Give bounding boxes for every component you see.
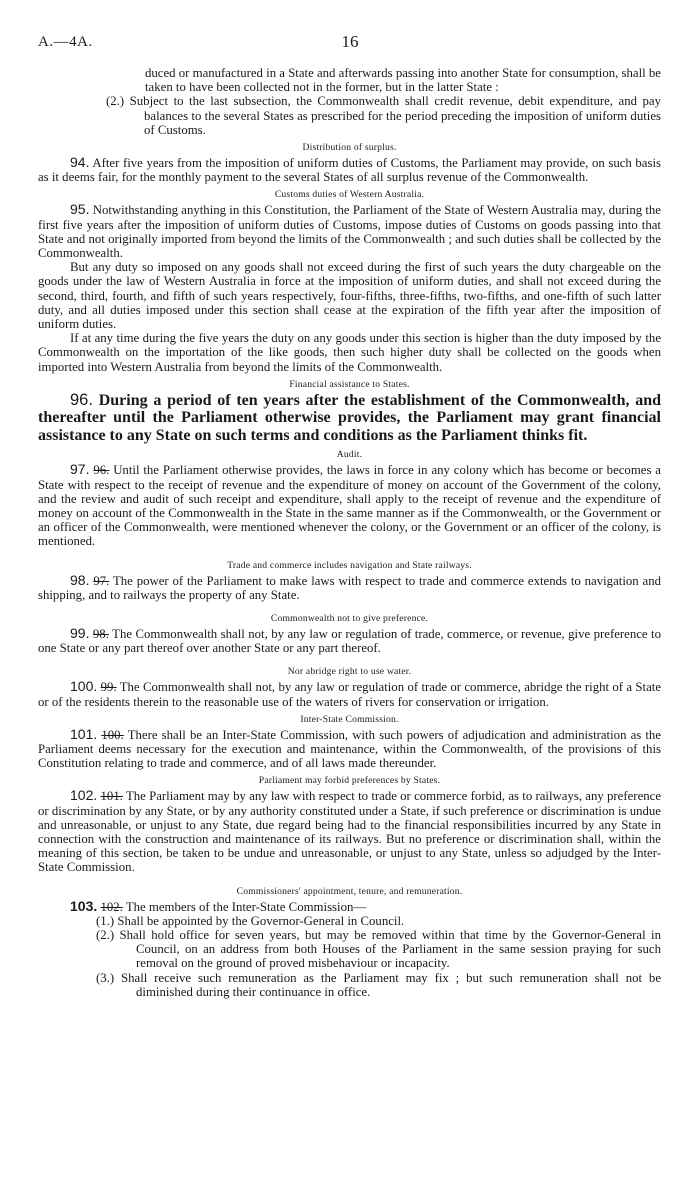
section-number: 102. bbox=[70, 787, 98, 804]
section-95 bbox=[38, 202, 661, 260]
section-99 bbox=[38, 626, 661, 655]
section-number: 97. bbox=[70, 461, 90, 478]
section-96 bbox=[38, 392, 661, 445]
item-text: Shall receive such remuneration as the Parliament may fix ; but such remuneration shall not be diminished during their continuance in office. bbox=[121, 970, 662, 999]
section-number: 101. bbox=[70, 725, 98, 742]
section-95-paragraph-3: If at any time during the five years the duty on any goods under this section is higher than the duty imposed by the Commonwealth on the importation of the like goods, then such higher duty shall be collected on the goods when imported into Western Australia from beyond the limits of the Commonwealth. bbox=[38, 331, 661, 374]
struck-old-number: 101. bbox=[100, 789, 123, 804]
struck-old-number: 98. bbox=[92, 626, 109, 641]
document-body bbox=[38, 66, 661, 999]
section-text: The power of the Parliament to make laws with respect to trade and commerce extends to navigation and shipping, and to railways the property of any State. bbox=[38, 573, 661, 602]
section-99-caption: Commonwealth not to give preference. bbox=[270, 612, 429, 624]
section-text: Notwithstanding anything in this Constitution, the Parliament of the State of Western Australia may, during the first five years after the imposition of uniform duties of Customs, impose duties of Customs on goods passing into that State and not originally imported from beyond the limits of the Commonwealth ; and such duties shall be collected by the Commonwealth. bbox=[38, 203, 661, 261]
section-97 bbox=[38, 462, 661, 548]
section-98-caption: Trade and commerce includes navigation and State railways. bbox=[227, 559, 472, 571]
section-number: 96. bbox=[70, 390, 93, 409]
section-102-caption: Parliament may forbid preferences by States. bbox=[258, 775, 441, 787]
section-95-caption: Customs duties of Western Australia. bbox=[274, 189, 425, 201]
section-96-caption: Financial assistance to States. bbox=[289, 378, 410, 390]
section-number: 95. bbox=[70, 201, 90, 218]
section-number: 99. bbox=[70, 624, 90, 641]
item-text: Shall hold office for seven years, but may be removed within that time by the Governor-General in Council, on an address from both Houses of the Parliament in the same session praying for such removal on the ground of proved misbehaviour or incapacity. bbox=[119, 928, 661, 971]
section-103 bbox=[38, 899, 661, 914]
section-number: 98. bbox=[70, 571, 90, 588]
section-text: The members of the Inter-State Commission— bbox=[125, 899, 367, 914]
section-text: The Commonwealth shall not, by any law or regulation of trade, commerce, or revenue, give preference to one State or any part thereof over another State or any part thereof. bbox=[38, 626, 662, 656]
struck-old-number: 96. bbox=[93, 463, 110, 478]
section-98 bbox=[38, 573, 661, 602]
subsection-item bbox=[38, 928, 661, 971]
subsection-item bbox=[38, 914, 661, 928]
section-text: During a period of ten years after the establishment of the Commonwealth, and thereafter until the Parliament otherwise provides, the Parliament may grant financial assistance to any State on such terms and conditions as the Parliament thinks fit. bbox=[38, 391, 662, 444]
section-100 bbox=[38, 679, 661, 708]
section-text: The Commonwealth shall not, by any law or regulation of trade or commerce, abridge the right of a State or of the residents therein to the reasonable use of the waters of rivers for conservation or irrigation. bbox=[38, 680, 662, 709]
subsection-text: Subject to the last subsection, the Commonwealth shall credit revenue, debit expenditure, and pay balances to the several States as prescribed for the period preceding the imposition of uniform duties of Customs. bbox=[129, 94, 661, 137]
continued-text: duced or manufactured in a State and afterwards passing into another State for consumption, shall be taken to have been collected not in the former, but in the latter State : bbox=[145, 66, 661, 95]
subsection-item bbox=[38, 971, 661, 999]
section-97-caption: Audit. bbox=[336, 449, 363, 461]
section-95-paragraph-2: But any duty so imposed on any goods shall not exceed during the first of such years the duty chargeable on the goods under the law of Western Australia in force at the imposition of uniform duties, and shall not exceed during the second, third, fourth, and fifth of such years respectively, four-fifths, three-fifths, two-fifths, and one-fifth of such latter duty, and all duties imposed under this section shall cease at the expiration of the fifth year after the imposition of uniform duties. bbox=[38, 260, 661, 332]
section-102 bbox=[38, 788, 661, 874]
section-101-caption: Inter-State Commission. bbox=[300, 713, 399, 725]
section-text: There shall be an Inter-State Commission, with such powers of adjudication and administration as the Parliament deems necessary for the execution and maintenance, within the Commonwealth, of the provisions of this Constitution relating to trade and commerce, and of all laws made thereunder. bbox=[38, 727, 662, 771]
section-103-caption: Commissioners' appointment, tenure, and remuneration. bbox=[236, 885, 463, 897]
struck-old-number: 100. bbox=[101, 727, 124, 742]
section-94 bbox=[38, 155, 661, 184]
section-text: Until the Parliament otherwise provides, the laws in force in any colony which has become or becomes a State with respect to the receipt of revenue and the expenditure of money on account of the Government of the colony, and the review and audit of such receipt and expenditure, shall apply to the receipt of revenue and the expenditure of money on account of the Commonwealth in the State in the same manner as if the Commonwealth, or the Government or an officer of the Commonwealth, were mentioned whenever the colony, or the Government or an officer of the colony, is mentioned. bbox=[38, 463, 661, 549]
document-reference: A.—4A. bbox=[38, 34, 93, 50]
section-text: The Parliament may by any law with respect to trade or commerce forbid, as to railways, any preference or discrimination by any State, or by any authority constituted under a State, if such preference or discrimination is undue and unreasonable, or unjust to any State, due regard being had to the financial responsibilities incurred by any State in connection with the construction and maintenance of its railways. But no preference or discrimination shall, within the meaning of this section, be taken to be undue and unreasonable, or unjust to any State, unless so adjudged by the Inter-State Commission. bbox=[38, 789, 662, 875]
item-number: (3.) bbox=[96, 970, 115, 985]
page-number: 16 bbox=[341, 32, 359, 51]
section-94-caption: Distribution of surplus. bbox=[302, 142, 397, 154]
section-100-caption: Nor abridge right to use water. bbox=[287, 666, 412, 678]
section-number: 103. bbox=[70, 897, 98, 914]
struck-old-number: 99. bbox=[100, 680, 117, 695]
item-number: (1.) bbox=[96, 913, 115, 928]
struck-old-number: 102. bbox=[100, 899, 123, 914]
struck-old-number: 97. bbox=[93, 573, 110, 588]
item-text: Shall be appointed by the Governor-General in Council. bbox=[117, 913, 405, 928]
subsection-number: (2.) bbox=[106, 94, 125, 109]
item-number: (2.) bbox=[96, 928, 115, 943]
section-101 bbox=[38, 727, 661, 771]
section-number: 94. bbox=[70, 154, 90, 171]
section-text: After five years from the imposition of uniform duties of Customs, the Parliament may provide, on such basis as it deems fair, for the monthly payment to the several States of all surplus revenue of the Commonwealth. bbox=[38, 156, 661, 185]
section-number: 100. bbox=[70, 678, 98, 695]
subsection-2 bbox=[38, 94, 661, 137]
